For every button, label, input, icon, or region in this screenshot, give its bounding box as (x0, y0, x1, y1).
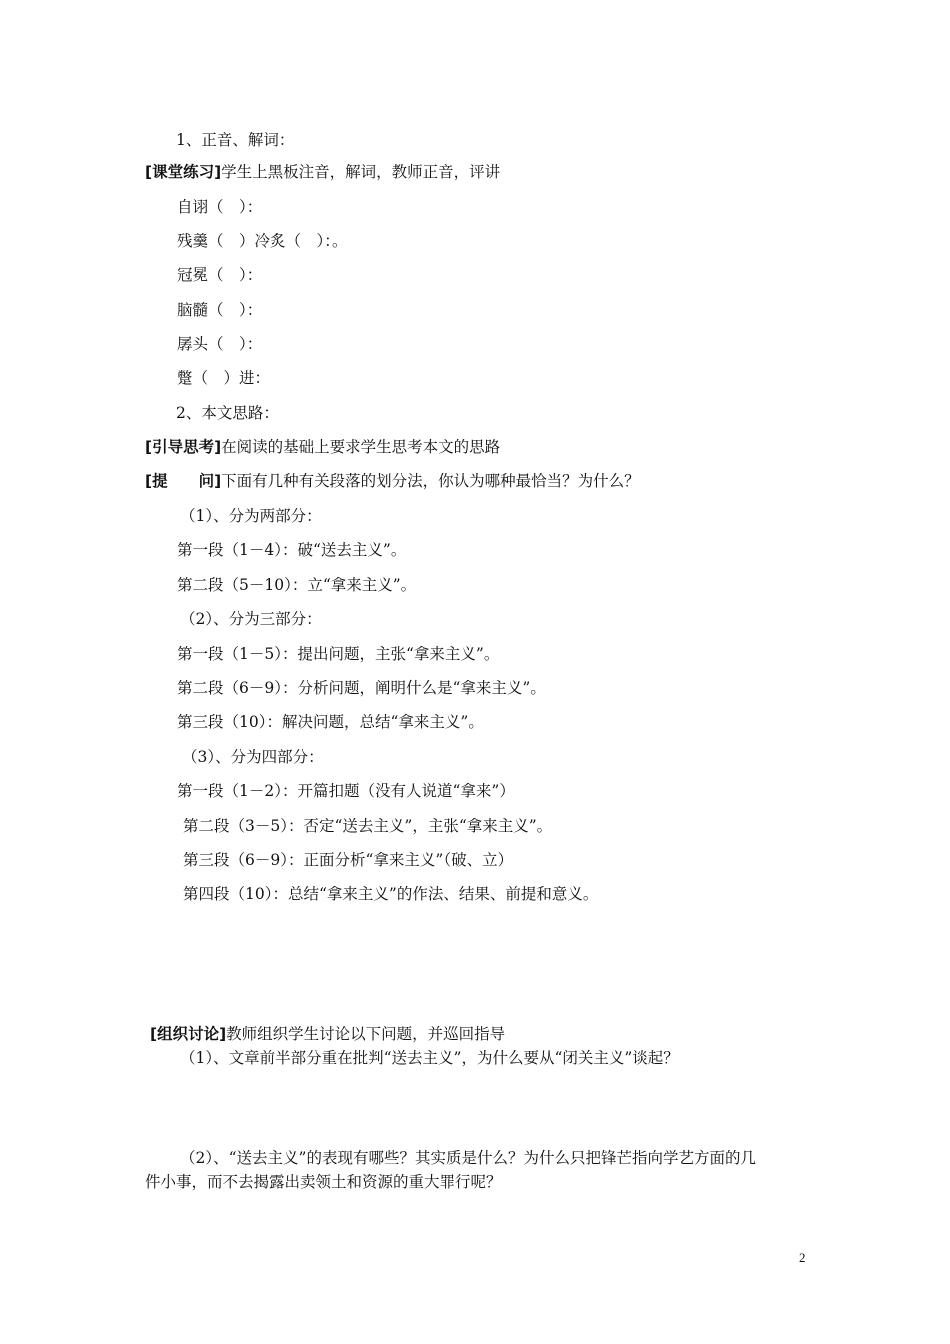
tag-label: [组织讨论] (150, 1025, 227, 1043)
page-number: 2 (799, 1250, 806, 1265)
paragraph-segment: 第三段（6－9）：正面分析“拿来主义”（破、立） (183, 851, 514, 869)
question-line: [提 问]下面有几种有关段落的划分法，你认为哪种最恰当？为什么？ (145, 472, 640, 490)
paragraph-segment: 第一段（1－4）：破“送去主义”。 (177, 541, 407, 559)
vocab-item: 冠冕（ ）： (177, 266, 263, 284)
tag-label: [课堂练习] (145, 163, 222, 181)
classroom-practice-line: [课堂练习]学生上黑板注音，解词，教师正音，评讲 (145, 163, 501, 181)
division-option: （3）、分为四部分： (182, 748, 324, 766)
vocab-item: 蹩（ ）进： (177, 369, 271, 387)
guided-thinking-line: [引导思考]在阅读的基础上要求学生思考本文的思路 (145, 438, 501, 456)
discussion-question: （2）、“送去主义”的表现有哪些？其实质是什么？为什么只把锋芒指向学艺方面的几 (180, 1149, 756, 1167)
discussion-line: [组织讨论]教师组织学生讨论以下问题，并巡回指导 (150, 1025, 506, 1043)
section-heading: 1、正音、解词： (176, 131, 295, 149)
paragraph-segment: 第二段（3－5）：否定“送去主义”，主张“拿来主义”。 (183, 817, 553, 835)
paragraph-segment: 第一段（1－5）：提出问题，主张“拿来主义”。 (177, 645, 500, 663)
division-option: （2）、分为三部分： (180, 610, 322, 628)
discussion-question-continued: 件小事，而不去揭露出卖领土和资源的重大罪行呢？ (145, 1173, 502, 1191)
tag-label: [引导思考] (145, 438, 222, 456)
vocab-item: 脑髓（ ）： (177, 301, 263, 319)
paragraph-segment: 第二段（5－10）：立“拿来主义”。 (177, 576, 417, 594)
paragraph-segment: 第三段（10）：解决问题，总结“拿来主义”。 (177, 713, 484, 731)
division-option: （1）、分为两部分： (180, 507, 322, 525)
vocab-item: 残羹（ ）冷炙（ ）：。 (177, 232, 348, 250)
paragraph-segment: 第一段（1－2）：开篇扣题（没有人说道“拿来”） (177, 782, 515, 800)
vocab-item: 孱头（ ）： (177, 335, 263, 353)
discussion-question: （1）、文章前半部分重在批判“送去主义”，为什么要从“闭关主义”谈起？ (180, 1049, 679, 1067)
tag-label: [提 问] (145, 472, 222, 490)
paragraph-segment: 第四段（10）：总结“拿来主义”的作法、结果、前提和意义。 (183, 885, 599, 903)
vocab-item: 自诩（ ）： (177, 198, 263, 216)
paragraph-segment: 第二段（6－9）：分析问题，阐明什么是“拿来主义”。 (177, 679, 546, 697)
section-heading: 2、本文思路： (176, 404, 279, 422)
